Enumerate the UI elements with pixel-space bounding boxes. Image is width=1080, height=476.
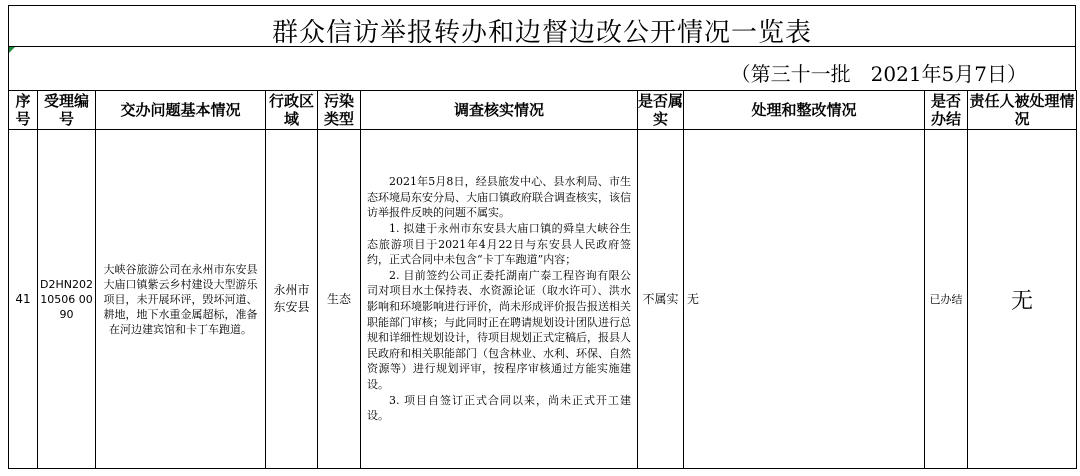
report-table — [8, 90, 1077, 469]
investigation-paragraph: 3. 项目自签订正式合同以来，尚未正式开工建设。 — [367, 393, 631, 423]
header-code: 受理编号 — [38, 91, 96, 130]
cell-verified: 不属实 — [638, 130, 684, 469]
cell-code: D2HN20210506 0090 — [38, 130, 96, 469]
header-accountability: 责任人被处理情况 — [969, 92, 1075, 128]
batch-cell — [8, 46, 1076, 91]
header-verified: 是否属实 — [638, 92, 684, 128]
title-cell — [8, 5, 1076, 47]
cell-pollution: 生态 — [318, 130, 361, 469]
header-problem: 交办问题基本情况 — [96, 91, 266, 130]
investigation-paragraph: 1. 拟建于永州市东安县大庙口镇的舜皇大峡谷生态旅游项目于2021年4月22日与东安县人民政府签约，正式合同中未包含“卡丁车跑道”内容； — [367, 222, 631, 267]
cell-investigation — [361, 130, 638, 469]
document-sheet — [8, 5, 1076, 470]
header-closed: 是否办结 — [925, 91, 968, 130]
header-row — [9, 91, 1077, 130]
batch-label: （第三十一批 2021年5月7日） — [730, 62, 1027, 86]
header-pollution: 污染类型 — [318, 91, 361, 130]
page-title: 群众信访举报转办和边督边改公开情况一览表 — [271, 18, 812, 48]
cell-seq: 41 — [9, 130, 38, 469]
header-seq: 序号 — [9, 91, 38, 130]
investigation-paragraph: 2021年5月8日，经县旅发中心、县水利局、市生态环境局东安分局、大庙口镇政府联合调查核实，该信访举报件反映的问题不属实。 — [367, 175, 631, 220]
header-investigation: 调查核实情况 — [361, 91, 638, 130]
cell-problem: 大峡谷旅游公司在永州市东安县大庙口镇紫云乡村建设大型游乐项目，未开展环评，毁坏河道、耕地，地下水重金属超标，准备在河边建宾馆和卡丁车跑道。 — [96, 130, 266, 469]
cell-accountability: 无 — [968, 130, 1077, 469]
cell-handling: 无 — [684, 130, 925, 469]
table-row — [9, 130, 1077, 469]
cell-closed: 已办结 — [925, 130, 968, 469]
header-handling: 处理和整改情况 — [684, 91, 925, 130]
cell-corner-marker — [9, 47, 15, 53]
investigation-paragraph: 2. 目前签约公司正委托湖南广泰工程咨询有限公司对项目水土保持表、水资源论证（取水许可）、洪水影响和环境影响进行评价，尚未形成评价报告报送相关职能部门审核；与此同时正在聘请规划设计团队进行总规和详细性规划设计，待项目规划正式定稿后，报县人民政府和相关职能部门（包含林业、水利、环保、自然资源等）进行规划评审，按程序审核通过方能实施建设。 — [367, 268, 631, 391]
cell-region: 永州市东安县 — [266, 130, 318, 469]
header-region: 行政区域 — [266, 91, 318, 130]
